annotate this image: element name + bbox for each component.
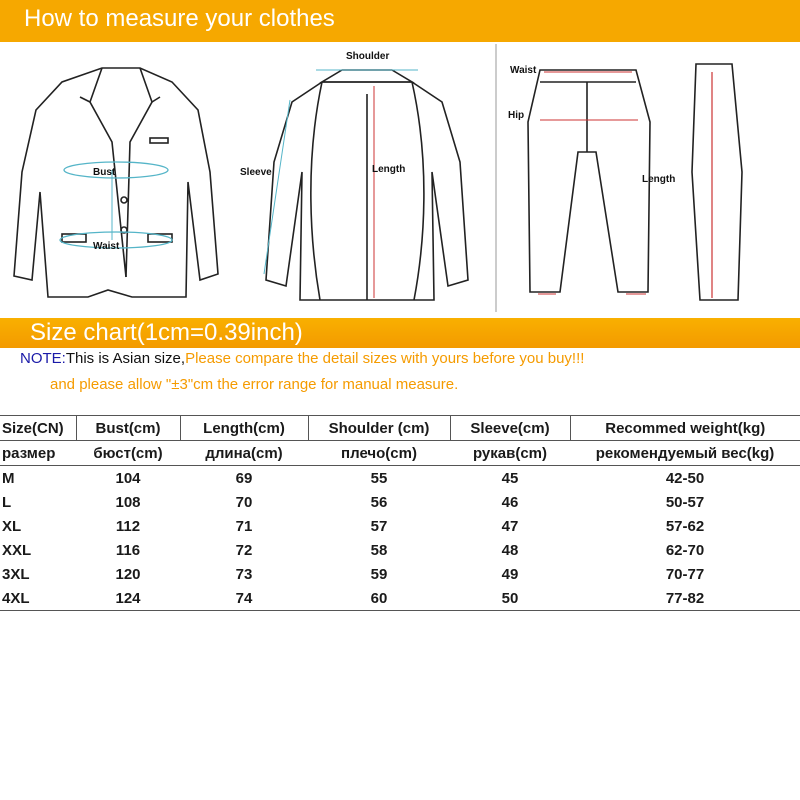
banner-title: How to measure your clothes: [24, 5, 335, 32]
table-cell: 120: [115, 565, 141, 583]
hip-label: Hip: [508, 110, 525, 121]
jacket-waist-label: Waist: [93, 241, 120, 252]
bust-label: Bust: [93, 167, 116, 178]
table-cell: 50-57: [665, 493, 705, 511]
table-cell: L: [2, 493, 12, 511]
pants-front-drawing: [528, 70, 650, 292]
table-cell: Recommed weight(kg): [570, 416, 800, 441]
table-header-row: [0, 416, 800, 441]
table-cell: 56: [370, 493, 388, 511]
table-cell: 60: [308, 586, 450, 611]
table-cell: 72: [235, 541, 253, 559]
table-cell: 59: [370, 565, 388, 583]
table-cell: 46: [501, 493, 519, 511]
top-banner: [0, 0, 800, 42]
table-cell: 47: [501, 517, 519, 535]
table-row: [0, 514, 800, 538]
table-cell: 69: [235, 469, 253, 487]
table-header-row-ru: [0, 441, 800, 466]
back-length-label: Length: [372, 164, 406, 175]
table-cell: 71: [235, 517, 253, 535]
size-table: [0, 415, 800, 611]
table-row: [0, 586, 800, 611]
table-cell: бюст(cm): [76, 441, 180, 466]
table-cell: размер: [0, 441, 76, 466]
table-row: [0, 490, 800, 514]
table-cell: Bust(cm): [76, 416, 180, 441]
pants-waist-label: Waist: [510, 65, 537, 76]
table-cell: 70: [235, 493, 253, 511]
table-cell: 57: [370, 517, 388, 535]
table-cell: 70-77: [665, 565, 705, 583]
table-cell: 108: [115, 493, 141, 511]
table-cell: плечо(cm): [308, 441, 450, 466]
table-cell: 50: [450, 586, 570, 611]
table-cell: 4XL: [0, 586, 76, 611]
table-cell: рукав(cm): [450, 441, 570, 466]
table-cell: 3XL: [2, 565, 30, 583]
table-cell: 112: [115, 517, 141, 535]
jacket-back-drawing: [266, 70, 468, 300]
table-cell: 73: [235, 565, 253, 583]
table-cell: Size(CN): [0, 416, 76, 441]
table-cell: 116: [115, 541, 141, 559]
table-cell: рекомендуемый вес(kg): [570, 441, 800, 466]
table-cell: M: [2, 469, 15, 487]
size-chart-title: Size chart(1cm=0.39inch): [30, 319, 303, 346]
table-row: [0, 562, 800, 586]
shoulder-label: Shoulder: [346, 51, 390, 62]
table-cell: Length(cm): [180, 416, 308, 441]
table-cell: длина(cm): [180, 441, 308, 466]
table-cell: 48: [501, 541, 519, 559]
table-cell: 45: [501, 469, 519, 487]
note-label: NOTE:: [20, 350, 66, 367]
table-cell: Sleeve(cm): [450, 416, 570, 441]
table-cell: 49: [501, 565, 519, 583]
table-cell: 42-50: [665, 469, 705, 487]
table-cell: Shoulder (cm): [308, 416, 450, 441]
note-line-1: [20, 350, 584, 367]
note-line-2: and please allow "±3"cm the error range for manual measure.: [50, 376, 459, 393]
table-cell: XL: [2, 517, 22, 535]
jacket-front-drawing: [14, 68, 218, 297]
table-cell: 62-70: [665, 541, 705, 559]
table-row: [0, 538, 800, 562]
table-row: [0, 466, 800, 491]
pants-side-drawing: [692, 64, 742, 300]
table-cell: 58: [370, 541, 388, 559]
note-asian-size: This is Asian size,: [65, 350, 186, 367]
note-compare: Please compare the detail sizes with yours before you buy!!!: [185, 350, 585, 367]
table-cell: 57-62: [665, 517, 705, 535]
table-cell: 104: [115, 469, 141, 487]
sleeve-label: Sleeve: [240, 167, 272, 178]
table-cell: 124: [76, 586, 180, 611]
table-cell: 77-82: [570, 586, 800, 611]
table-cell: 55: [370, 469, 388, 487]
measurement-illustration: [0, 42, 800, 318]
table-cell: XXL: [2, 541, 32, 559]
size-chart-banner: [0, 318, 800, 348]
table-cell: 74: [180, 586, 308, 611]
pants-length-label: Length: [642, 174, 676, 185]
